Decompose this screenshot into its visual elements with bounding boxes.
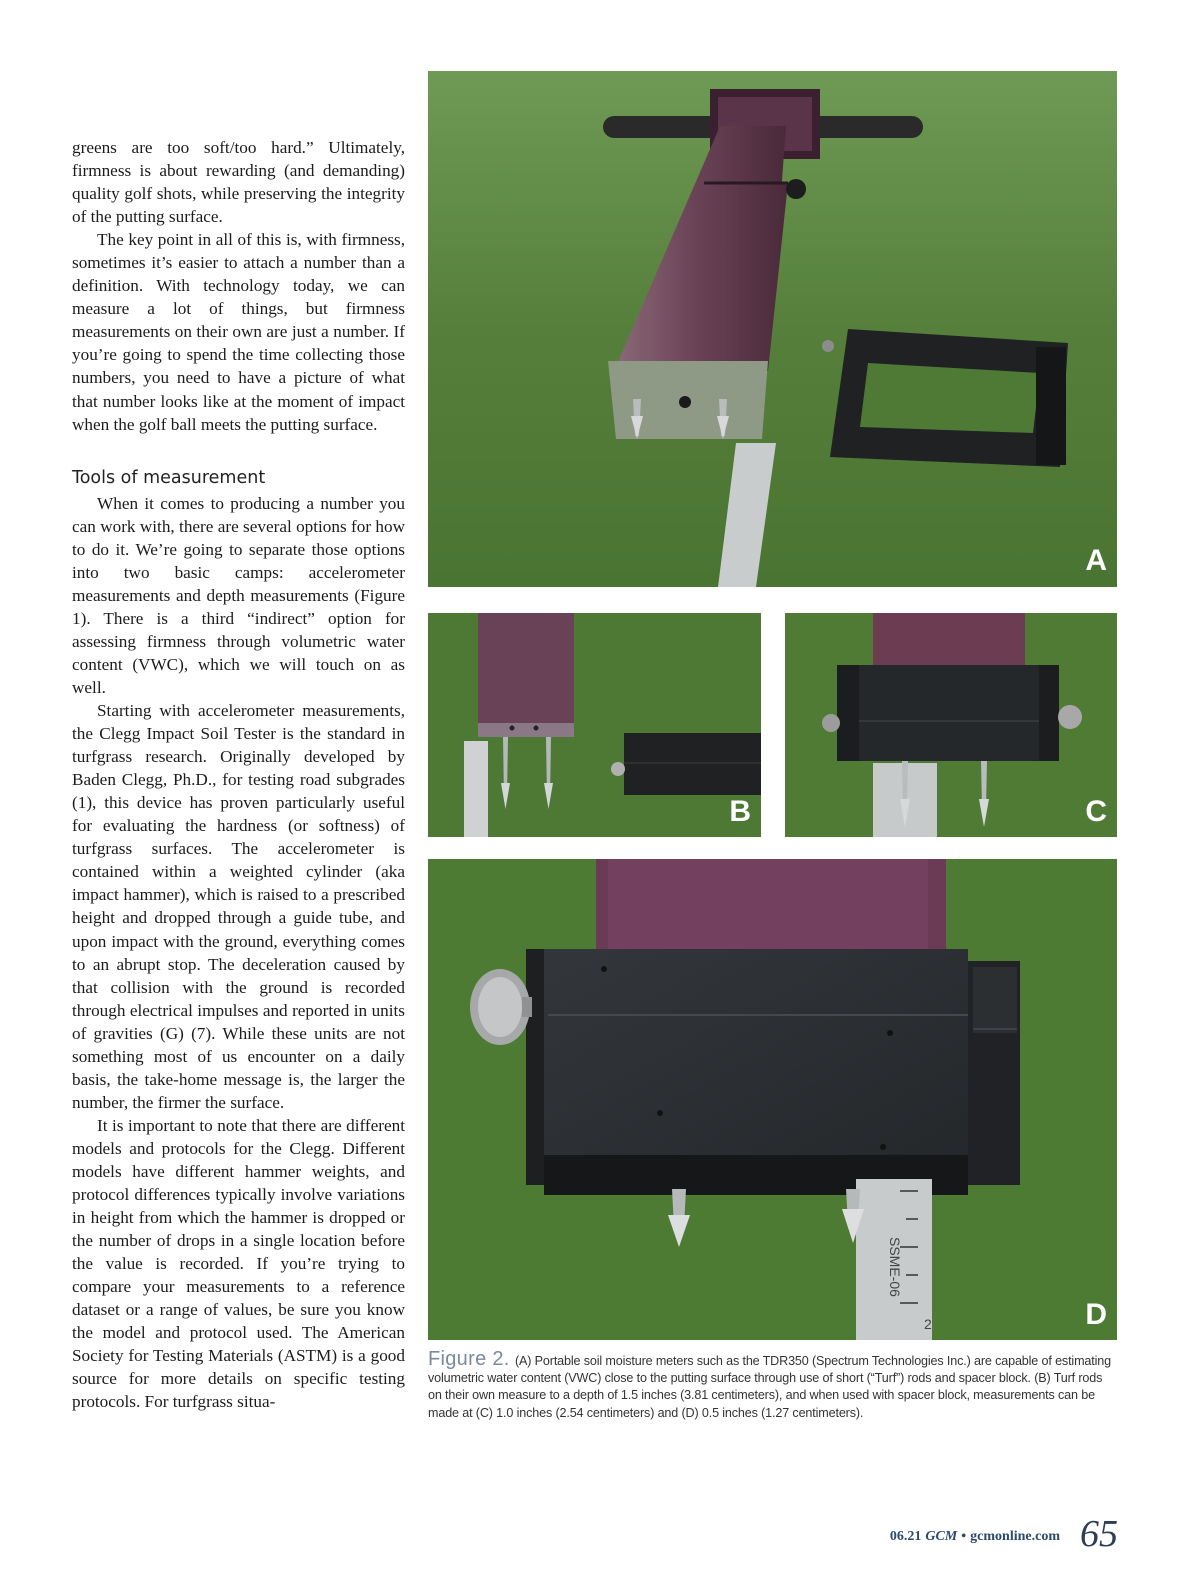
article-paragraph: When it comes to producing a number you can work with, there are several options for how to do it. We’re going to separate those options into two basic camps: accelerometer measurements and depth measurements (Figure 1). There is a third “indirect” option for assessing firmness through volumetric water content (VWC), which we will touch on as well. bbox=[72, 493, 405, 697]
page-footer bbox=[890, 1512, 1118, 1556]
figure-photo-a bbox=[428, 71, 1117, 587]
figure-caption-label: Figure 2. bbox=[428, 1348, 510, 1370]
ruler-marking: SSME-06 bbox=[887, 1237, 903, 1297]
article-paragraph: It is important to note that there are different models and protocols for the Clegg. Different models have different hammer weights, and protocol differences typically involve variations in height from which the hammer is dropped or the number of drops in a single location before the value is recorded. If you’re trying to compare your measurements to a reference dataset or a range of values, be sure you know the model and protocol used. The American Society for Testing Materials (ASTM) is a good source for more details on specific testing protocols. For turfgrass situa- bbox=[72, 1115, 405, 1412]
article-paragraph: greens are too soft/too hard.” Ultimately, firmness is about rewarding (and demanding) quality golf shots, while preserving the integrity of the putting surface. bbox=[72, 138, 405, 227]
page-number: 65 bbox=[1080, 1513, 1118, 1555]
figure-caption bbox=[428, 1348, 1118, 1422]
footer-issue: 06.21 bbox=[889, 1529, 922, 1544]
ruler-marking: 2 bbox=[924, 1316, 932, 1332]
panel-label-c: C bbox=[1085, 795, 1107, 828]
footer-separator: • bbox=[961, 1529, 967, 1544]
spacer-block-one-inch-photo bbox=[785, 613, 1117, 837]
spacer-block-half-inch-photo bbox=[428, 859, 1117, 1340]
figure-photo-d bbox=[428, 859, 1117, 1340]
article-text-column bbox=[72, 136, 405, 1413]
footer-website: gcmonline.com bbox=[970, 1529, 1060, 1544]
panel-label-a: A bbox=[1085, 544, 1107, 577]
footer-magazine: GCM bbox=[925, 1529, 958, 1544]
figure-caption-text: (A) Portable soil moisture meters such as the TDR350 (Spectrum Technologies Inc.) are capable of estimating volumetric water content (VWC) close to the putting surface through use of short (“Turf”) rods and spacer block. (B) Turf rods on their own measure to a depth of 1.5 inches (3.81 centimeters), and when used with spacer block, measurements can be made at (C) 1.0 inches (2.54 centimeters) and (D) 0.5 inches (1.27 centimeters). bbox=[428, 1354, 1111, 1420]
panel-label-b: B bbox=[729, 795, 751, 828]
article-paragraph: The key point in all of this is, with firmness, sometimes it’s easier to attach a number than a definition. With technology today, we can measure a lot of things, but firmness measurements on their own are just a number. If you’re going to spend the time collecting those numbers, you need to have a picture of what that number looks like at the moment of impact when the golf ball meets the putting surface. bbox=[72, 230, 405, 434]
section-heading: Tools of measurement bbox=[72, 467, 266, 488]
figure-photo-b bbox=[428, 613, 761, 837]
article-paragraph: Starting with accelerometer measurements, the Clegg Impact Soil Tester is the standard in turfgrass research. Originally developed by Baden Clegg, Ph.D., for testing road subgrades (1), this device has proven particularly useful for evaluating the hardness (or softness) of turfgrass surfaces. The accelerometer is contained within a weighted cylinder (aka impact hammer), which is raised to a prescribed height and dropped through a guide tube, and upon impact with the ground, everything comes to an abrupt stop. The deceleration caused by that collision with the ground is recorded through electrical impulses and reported in units of gravities (G) (7). While these units are not something most of us encounter on a daily basis, the take-home message is, the larger the number, the firmer the surface. bbox=[72, 701, 405, 1112]
figure-photo-c bbox=[785, 613, 1117, 837]
soil-moisture-meter-photo bbox=[428, 71, 1117, 587]
turf-rods-photo bbox=[428, 613, 761, 837]
panel-label-d: D bbox=[1085, 1298, 1107, 1331]
